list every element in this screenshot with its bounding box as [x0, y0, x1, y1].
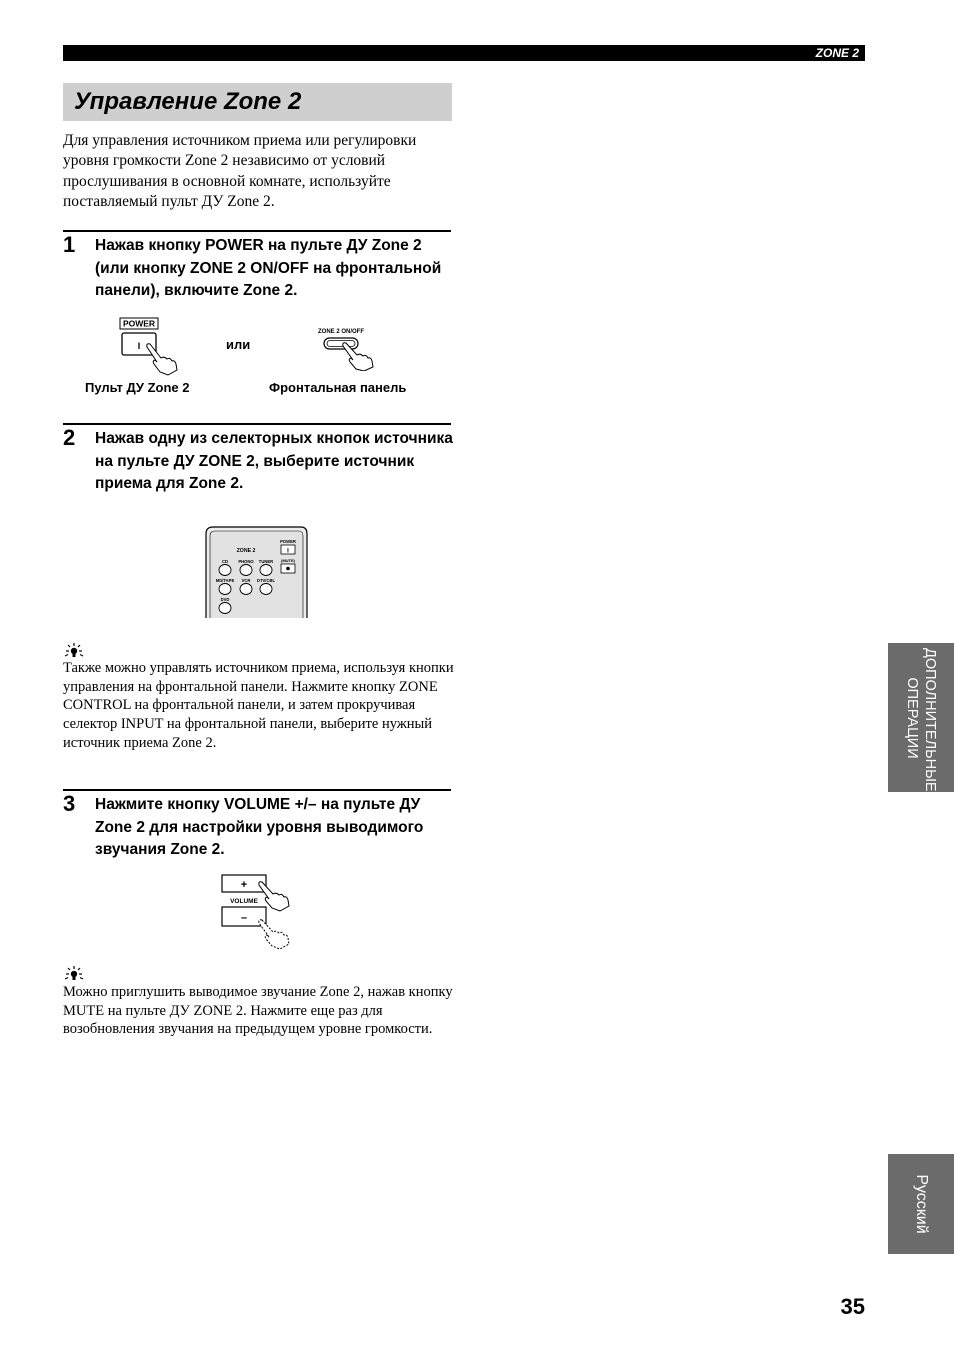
tip-1-text: Также можно управлять источником приема, используя кнопки управления на фронтальной панели. Нажмите кнопку ZONE CONTROL на фронтальной панели, и затем прокручивая селектор INPUT на фронтальной панели, выберите нужный источник приема Zone 2. — [63, 660, 454, 751]
page-title: Управление Zone 2 — [74, 88, 302, 115]
side-tab-operations-label: ДОПОЛНИТЕЛЬНЫЕ ОПЕРАЦИИ — [904, 647, 938, 792]
step-3-text: Нажмите кнопку VOLUME +/– на пульте ДУ Zone 2 для настройки уровня выводимого звучания Zone 2. — [95, 796, 424, 858]
remote-btn-phono — [240, 565, 252, 576]
step-1-number: 1 — [63, 232, 76, 257]
tip-2-text: Можно приглушить выводимое звучание Zone 2, нажав кнопку MUTE на пульте ДУ ZONE 2. Нажмите еще раз для возобновления звучания на предыдущем уровне громкости. — [63, 984, 453, 1038]
step-3-rule — [63, 789, 451, 791]
remote-btn-dvd — [219, 603, 231, 614]
side-tab-language-label: Русский — [913, 1174, 930, 1234]
remote-btn-vcr — [240, 584, 252, 595]
volume-buttons-illustration — [218, 872, 294, 950]
page-number: 35 — [840, 1294, 865, 1319]
zone2-remote-illustration — [204, 526, 310, 618]
section-label: ZONE 2 — [815, 46, 859, 60]
remote-btn-label-tuner: TUNER — [258, 559, 274, 564]
remote-btn-label-vcr: VCR — [241, 578, 251, 583]
caption-remote: Пульт ДУ Zone 2 — [85, 380, 190, 395]
or-text: или — [226, 337, 251, 352]
remote-btn-label-phono: PHONO — [238, 559, 254, 564]
remote-btn-label-dtvcbl: DTV/CBL — [256, 578, 276, 583]
step-2-text: Нажав одну из селекторных кнопок источника на пульте ДУ ZONE 2, выберите источник приема для Zone 2. — [95, 430, 453, 492]
step-2-number: 2 — [63, 425, 76, 450]
remote-btn-label-cd: CD — [221, 559, 229, 564]
section-header-bar — [63, 45, 865, 61]
zone2-onoff-label: ZONE 2 ON/OFF — [317, 329, 365, 335]
remote-power-symbol: I — [287, 548, 289, 555]
volume-minus: – — [240, 912, 248, 924]
page-title-box — [63, 83, 452, 121]
volume-plus: + — [240, 879, 248, 891]
remote-mute-label: (MUTE) — [281, 558, 295, 563]
remote-btn-cd — [219, 565, 231, 576]
remote-zone2-label: ZONE 2 — [236, 548, 256, 554]
remote-btn-label-dvd: DVD — [220, 597, 230, 602]
power-label: POWER — [122, 318, 156, 329]
step-3-number: 3 — [63, 791, 76, 816]
step-2-rule — [63, 423, 451, 425]
remote-power-label: POWER — [280, 539, 296, 544]
remote-btn-dtvcbl — [260, 584, 272, 595]
hand-dashed-icon — [259, 920, 289, 949]
tip-lightbulb-icon — [63, 642, 85, 658]
side-tab-operations[interactable] — [888, 643, 954, 792]
remote-power-button-illustration — [116, 314, 186, 376]
remote-btn-mdtape — [219, 584, 231, 595]
step-1-rule — [63, 230, 451, 232]
side-tab-language[interactable] — [888, 1154, 954, 1254]
zone2-onoff-button-illustration — [312, 325, 382, 371]
power-symbol: I — [137, 341, 141, 351]
remote-btn-tuner — [260, 565, 272, 576]
hand-icon — [343, 343, 373, 371]
caption-front-panel: Фронтальная панель — [269, 380, 407, 395]
step-1-text: Нажав кнопку POWER на пульте ДУ Zone 2 (или кнопку ZONE 2 ON/OFF на фронтальной панели), включите Zone 2. — [95, 237, 442, 299]
volume-label: VOLUME — [230, 898, 258, 905]
remote-btn-label-mdtape: MD/TAPE — [215, 578, 235, 583]
tip-lightbulb-icon — [63, 965, 85, 981]
intro-paragraph: Для управления источником приема или регулировки уровня громкости Zone 2 независимо от условий прослушивания в основной комнате, используйте поставляемый пульт ДУ Zone 2. — [63, 132, 417, 210]
hand-icon — [147, 344, 177, 375]
